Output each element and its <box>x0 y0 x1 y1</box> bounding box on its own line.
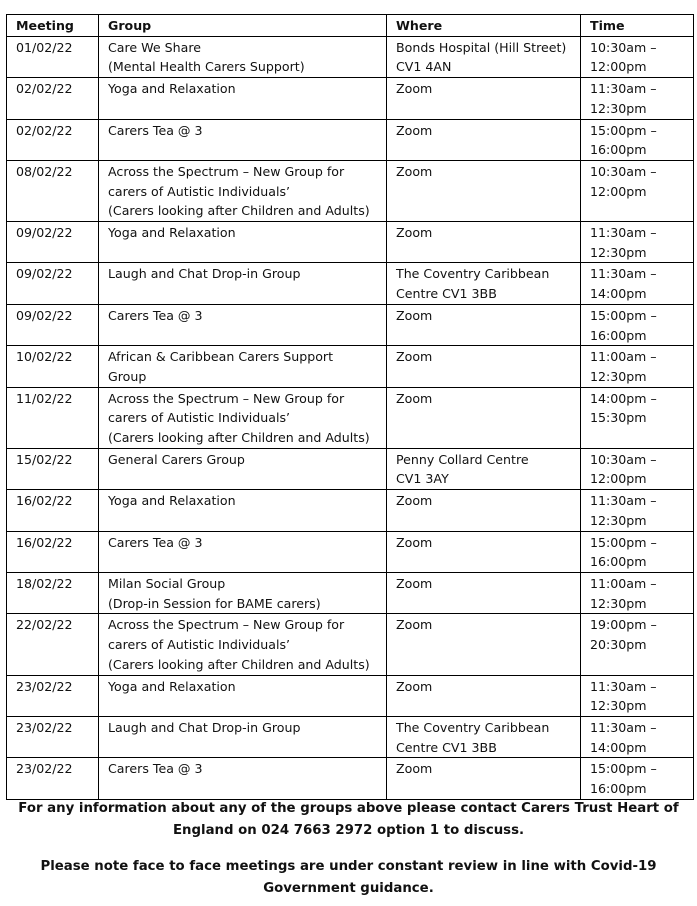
location <box>387 448 581 489</box>
time-range-line: 10:30am – <box>590 451 657 467</box>
time-range-line: 15:00pm – <box>590 122 657 138</box>
time-range <box>581 614 694 675</box>
time-range-line: 10:30am – <box>590 39 657 55</box>
time-range-line: 15:00pm – <box>590 534 657 550</box>
table-body <box>7 36 694 799</box>
group-name <box>99 304 387 345</box>
time-range-line: 14:00pm <box>590 739 647 755</box>
location-line: Zoom <box>396 678 433 694</box>
time-range <box>581 160 694 221</box>
group-name <box>99 119 387 160</box>
time-range <box>581 572 694 613</box>
meeting-date: 15/02/22 <box>7 448 99 489</box>
meeting-date: 09/02/22 <box>7 222 99 263</box>
location-line: Zoom <box>396 390 433 406</box>
group-name <box>99 716 387 757</box>
group-name-line: Across the Spectrum – New Group for <box>108 390 345 406</box>
table-row <box>7 346 694 387</box>
time-range <box>581 119 694 160</box>
time-range-line: 20:30pm <box>590 637 647 653</box>
table-row <box>7 448 694 489</box>
group-name-line: Laugh and Chat Drop-in Group <box>108 266 301 282</box>
covid-note-line: Government guidance. <box>263 881 434 896</box>
group-name <box>99 572 387 613</box>
meeting-date: 23/02/22 <box>7 716 99 757</box>
group-name-line: (Carers looking after Children and Adults) <box>108 430 370 446</box>
time-range-line: 10:30am – <box>590 163 657 179</box>
table-row <box>7 387 694 448</box>
group-name <box>99 675 387 716</box>
table-row <box>7 304 694 345</box>
contact-note-line: England on 024 7663 2972 option 1 to discuss. <box>172 823 525 838</box>
header-time: Time <box>581 15 694 37</box>
group-name-line: Carers Tea @ 3 <box>108 307 203 323</box>
meeting-date: 10/02/22 <box>7 346 99 387</box>
group-name-line: (Carers looking after Children and Adults) <box>108 203 370 219</box>
group-name-line: Across the Spectrum – New Group for <box>108 617 345 633</box>
table-row <box>7 531 694 572</box>
header-group: Group <box>99 15 387 37</box>
location <box>387 119 581 160</box>
table-row <box>7 263 694 304</box>
time-range-line: 11:30am – <box>590 266 657 282</box>
group-name <box>99 614 387 675</box>
location-line: Zoom <box>396 225 433 241</box>
group-name-line: (Carers looking after Children and Adults) <box>108 656 370 672</box>
table-row <box>7 758 694 799</box>
time-range-line: 12:30pm <box>590 100 647 116</box>
group-name <box>99 78 387 119</box>
location <box>387 222 581 263</box>
table-header-row <box>7 15 694 37</box>
meeting-date: 02/02/22 <box>7 119 99 160</box>
contact-note <box>0 798 697 842</box>
location-line: Centre CV1 3BB <box>396 286 497 302</box>
location-line: CV1 3AY <box>396 471 449 487</box>
location-line: Zoom <box>396 122 433 138</box>
location-line: CV1 4AN <box>396 59 452 75</box>
time-range-line: 16:00pm <box>590 327 647 343</box>
location <box>387 387 581 448</box>
time-range-line: 12:30pm <box>590 244 647 260</box>
group-name-line: Yoga and Relaxation <box>108 493 236 509</box>
meeting-date: 16/02/22 <box>7 490 99 531</box>
meetings-table <box>6 14 694 800</box>
group-name-line: Carers Tea @ 3 <box>108 534 203 550</box>
group-name-line: (Mental Health Carers Support) <box>108 59 305 75</box>
time-range <box>581 675 694 716</box>
table-row <box>7 716 694 757</box>
location-line: Penny Collard Centre <box>396 451 529 467</box>
table-row <box>7 490 694 531</box>
time-range-line: 12:30pm <box>590 368 647 384</box>
table-row <box>7 160 694 221</box>
header-where: Where <box>387 15 581 37</box>
time-range-line: 11:30am – <box>590 493 657 509</box>
group-name-line: Group <box>108 368 147 384</box>
group-name-line: (Drop-in Session for BAME carers) <box>108 595 321 611</box>
time-range-line: 11:30am – <box>590 678 657 694</box>
group-name-line: African & Caribbean Carers Support <box>108 349 334 365</box>
location-line: Zoom <box>396 307 433 323</box>
location <box>387 263 581 304</box>
location-line: Zoom <box>396 575 433 591</box>
group-name-line: Yoga and Relaxation <box>108 678 236 694</box>
group-name <box>99 160 387 221</box>
time-range <box>581 346 694 387</box>
location <box>387 572 581 613</box>
covid-note-line: Please note face to face meetings are under constant review in line with Covid-19 <box>40 859 657 874</box>
location-line: The Coventry Caribbean <box>396 719 550 735</box>
meeting-date: 08/02/22 <box>7 160 99 221</box>
meeting-date: 18/02/22 <box>7 572 99 613</box>
location <box>387 346 581 387</box>
time-range <box>581 716 694 757</box>
group-name-line: Carers Tea @ 3 <box>108 761 203 777</box>
meeting-date: 22/02/22 <box>7 614 99 675</box>
time-range-line: 15:00pm – <box>590 761 657 777</box>
time-range-line: 12:00pm <box>590 471 647 487</box>
time-range-line: 16:00pm <box>590 554 647 570</box>
time-range-line: 19:00pm – <box>590 617 657 633</box>
group-name-line: Milan Social Group <box>108 575 226 591</box>
meeting-date: 01/02/22 <box>7 36 99 77</box>
group-name-line: Carers Tea @ 3 <box>108 122 203 138</box>
meeting-date: 02/02/22 <box>7 78 99 119</box>
time-range <box>581 222 694 263</box>
table-row <box>7 36 694 77</box>
location <box>387 716 581 757</box>
group-name-line: carers of Autistic Individuals’ <box>108 183 291 199</box>
location-line: Zoom <box>396 493 433 509</box>
location <box>387 490 581 531</box>
table-row <box>7 222 694 263</box>
location-line: Zoom <box>396 81 433 97</box>
location <box>387 675 581 716</box>
location <box>387 304 581 345</box>
time-range-line: 14:00pm <box>590 286 647 302</box>
meeting-date: 09/02/22 <box>7 263 99 304</box>
location <box>387 78 581 119</box>
time-range <box>581 78 694 119</box>
time-range-line: 12:30pm <box>590 512 647 528</box>
group-name-line: General Carers Group <box>108 451 245 467</box>
time-range-line: 14:00pm – <box>590 390 657 406</box>
time-range <box>581 448 694 489</box>
location-line: Zoom <box>396 349 433 365</box>
time-range-line: 11:00am – <box>590 349 657 365</box>
time-range-line: 16:00pm <box>590 781 647 797</box>
group-name <box>99 758 387 799</box>
group-name-line: Laugh and Chat Drop-in Group <box>108 719 301 735</box>
time-range <box>581 758 694 799</box>
time-range <box>581 36 694 77</box>
location-line: Centre CV1 3BB <box>396 739 497 755</box>
time-range <box>581 387 694 448</box>
location-line: Zoom <box>396 534 433 550</box>
time-range-line: 12:30pm <box>590 595 647 611</box>
table-row <box>7 572 694 613</box>
meeting-date: 11/02/22 <box>7 387 99 448</box>
group-name-line: Yoga and Relaxation <box>108 81 236 97</box>
covid-note <box>0 856 697 900</box>
time-range <box>581 490 694 531</box>
table-row <box>7 614 694 675</box>
table-row <box>7 675 694 716</box>
meeting-date: 16/02/22 <box>7 531 99 572</box>
time-range-line: 15:30pm <box>590 410 647 426</box>
group-name-line: Yoga and Relaxation <box>108 225 236 241</box>
group-name <box>99 36 387 77</box>
group-name <box>99 263 387 304</box>
time-range-line: 11:30am – <box>590 225 657 241</box>
time-range-line: 11:00am – <box>590 575 657 591</box>
location-line: The Coventry Caribbean <box>396 266 550 282</box>
location-line: Zoom <box>396 163 433 179</box>
meeting-date: 09/02/22 <box>7 304 99 345</box>
group-name <box>99 387 387 448</box>
time-range-line: 16:00pm <box>590 142 647 158</box>
location-line: Bonds Hospital (Hill Street) <box>396 39 567 55</box>
group-name-line: Across the Spectrum – New Group for <box>108 163 345 179</box>
meeting-date: 23/02/22 <box>7 758 99 799</box>
time-range-line: 11:30am – <box>590 81 657 97</box>
group-name <box>99 346 387 387</box>
time-range <box>581 263 694 304</box>
location <box>387 614 581 675</box>
group-name <box>99 448 387 489</box>
group-name <box>99 222 387 263</box>
time-range-line: 15:00pm – <box>590 307 657 323</box>
location <box>387 36 581 77</box>
table-row <box>7 78 694 119</box>
group-name-line: carers of Autistic Individuals’ <box>108 410 291 426</box>
time-range <box>581 304 694 345</box>
time-range-line: 12:00pm <box>590 59 647 75</box>
meeting-date: 23/02/22 <box>7 675 99 716</box>
table-row <box>7 119 694 160</box>
group-name <box>99 490 387 531</box>
location-line: Zoom <box>396 761 433 777</box>
location <box>387 531 581 572</box>
group-name <box>99 531 387 572</box>
location-line: Zoom <box>396 617 433 633</box>
time-range-line: 12:30pm <box>590 698 647 714</box>
location <box>387 160 581 221</box>
group-name-line: Care We Share <box>108 39 201 55</box>
group-name-line: carers of Autistic Individuals’ <box>108 637 291 653</box>
time-range <box>581 531 694 572</box>
header-meeting: Meeting <box>7 15 99 37</box>
location <box>387 758 581 799</box>
time-range-line: 12:00pm <box>590 183 647 199</box>
time-range-line: 11:30am – <box>590 719 657 735</box>
contact-note-line: For any information about any of the groups above please contact Carers Trust Heart of <box>18 801 679 816</box>
